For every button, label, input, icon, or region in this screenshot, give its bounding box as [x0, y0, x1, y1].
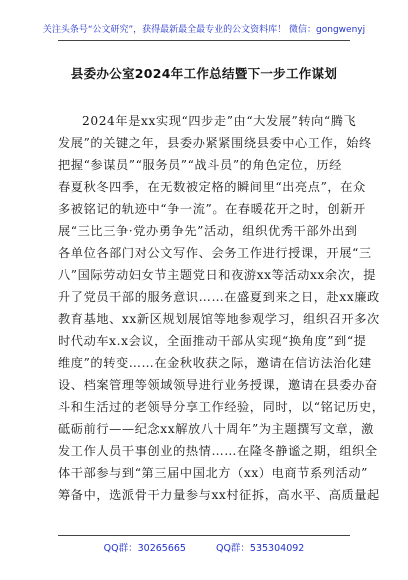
body-line: 维度”的转变……在金秋收获之际，邀请在信访法治化建	[58, 356, 372, 370]
body-line: 各单位各部门对公文写作、会务工作进行授课，开展“三	[58, 246, 372, 260]
body-line: 体干部参与到“第三届中国北方（xx）电商节系列活动”	[58, 466, 368, 480]
body-line: 发工作人员干事创业的热情……在隆冬静谧之期，组织全	[58, 444, 378, 458]
body-line: 把握“参谋员”“服务员”“战斗员”的角色定位，历经	[58, 158, 342, 172]
body-line: 八”国际劳动妇女节主题党日和夜游xx等活动xx余次，提	[58, 268, 377, 282]
footer	[0, 540, 408, 554]
body-line: 时代动车x.x会议，全面推动干部从实现“换角度”到“提	[58, 334, 367, 348]
body-line: 升了党员干部的服务意识……在盛夏到来之日，赴xx廉政	[58, 290, 380, 304]
footer-qq-group-1: QQ群：30265665	[103, 543, 186, 554]
body-line: 多被铭记的轨迹中“争一流”。在春暖花开之时，创新开	[58, 202, 366, 216]
document-body	[58, 110, 385, 506]
body-line: 教育基地、xx新区规划展馆等地参观学习，组织召开多次	[58, 312, 380, 326]
body-line: 设、档案管理等领域领导进行业务授课，邀请在县委办奋	[58, 378, 378, 392]
body-line: 2024年是xx实现“四步走”由“大发展”转向“腾飞	[82, 114, 357, 128]
footer-divider	[58, 535, 350, 536]
header-divider	[58, 40, 350, 41]
footer-qq-group-2: QQ群：535304092	[215, 543, 305, 554]
body-line: 斗和生活过的老领导分享工作经验，同时，以“铭记历史，	[58, 400, 385, 414]
body-line: 展“三比三争·党办勇争先”活动，组织优秀干部外出到	[58, 224, 358, 238]
body-line: 砥砺前行——纪念xx解放八十周年”为主题撰写文章，激	[58, 422, 374, 436]
document-title: 县委办公室2024年工作总结暨下一步工作谋划	[70, 66, 338, 81]
header-banner: 关注头条号“公文研究”，获得最新最全最专业的公文资料库！ 微信：gongwenyj	[42, 25, 366, 35]
body-line: 春夏秋冬四季，在无数被定格的瞬间里“出亮点”，在众	[58, 180, 366, 194]
body-line: 筹备中，选派骨干力量参与xx村征拆，高水平、高质量起	[58, 488, 380, 502]
body-line: 发展”的关键之年，县委办紧紧围绕县委中心工作，始终	[58, 136, 372, 150]
